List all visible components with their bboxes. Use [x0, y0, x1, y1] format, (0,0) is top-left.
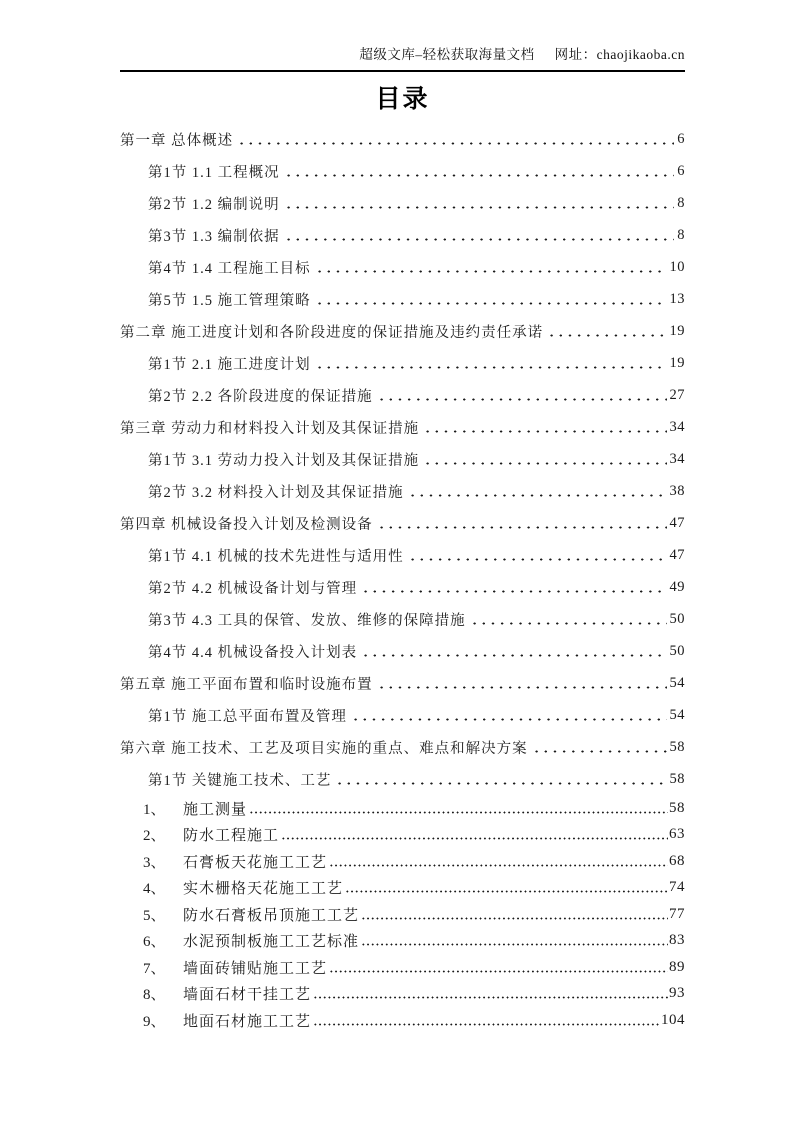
- toc-entry-page: 63: [669, 826, 685, 843]
- toc-entry-label: 第5节 1.5 施工管理策略: [148, 292, 311, 309]
- toc-entry-page: 34: [669, 418, 685, 435]
- toc-entry-page: 83: [669, 932, 685, 949]
- toc-entry-label: 第4节 1.4 工程施工目标: [148, 260, 311, 277]
- toc-leader-dots: [315, 292, 667, 307]
- toc-entry-page: 8: [677, 194, 685, 211]
- toc-entry-label: 防水工程施工: [183, 828, 280, 845]
- toc-entry: [120, 848, 685, 875]
- toc-entry-page: 38: [669, 482, 685, 499]
- toc-entry-label: 第2节 3.2 材料投入计划及其保证措施: [148, 484, 404, 501]
- toc-leader-dots: [345, 880, 668, 895]
- toc-entry-label: 施工测量: [183, 801, 248, 818]
- toc-entry-label: 第1节 2.1 施工进度计划: [148, 356, 311, 373]
- toc-leader-dots: [423, 420, 666, 435]
- toc-entry: [120, 571, 685, 603]
- toc-entry-label: 第1节 4.1 机械的技术先进性与适用性: [148, 548, 404, 565]
- toc-entry-page: 58: [669, 738, 685, 755]
- toc-leader-dots: [547, 324, 666, 339]
- toc-entry-page: 68: [669, 852, 685, 869]
- toc-entry-page: 93: [669, 985, 685, 1002]
- header-url-label: 网址：chaojikaoba.cn: [554, 47, 685, 62]
- toc-entry: [120, 219, 685, 251]
- toc-leader-dots: [361, 580, 666, 595]
- toc-entry: [120, 539, 685, 571]
- toc-entry: [120, 475, 685, 507]
- toc-entry: [120, 507, 685, 539]
- toc-entry: [120, 251, 685, 283]
- toc-entry-page: 74: [669, 879, 685, 896]
- toc-entry: [120, 731, 685, 763]
- toc-entry-page: 6: [677, 162, 685, 179]
- toc-entry-page: 10: [669, 258, 685, 275]
- toc-entry-number: 2、: [143, 828, 166, 845]
- toc-entry-number: 7、: [143, 960, 166, 977]
- toc-entry-page: 58: [669, 770, 685, 787]
- toc-entry: [120, 763, 685, 795]
- toc-leader-dots: [237, 132, 674, 147]
- toc-entry-page: 50: [669, 642, 685, 659]
- toc-entry-label: 第3节 1.3 编制依据: [148, 228, 280, 245]
- toc-entry-label: 第2节 1.2 编制说明: [148, 196, 280, 213]
- toc-leader-dots: [423, 452, 666, 467]
- toc-entry: [120, 699, 685, 731]
- toc-entry-page: 47: [669, 546, 685, 563]
- toc-entry: [120, 667, 685, 699]
- toc-entry-label: 第2节 2.2 各阶段进度的保证措施: [148, 388, 373, 405]
- toc-entry-label: 墙面石材干挂工艺: [183, 987, 312, 1004]
- toc-leader-dots: [284, 196, 675, 211]
- toc-entry: [120, 954, 685, 981]
- toc-entry-number: 8、: [143, 987, 166, 1004]
- toc-leader-dots: [377, 676, 667, 691]
- toc-entry: [120, 603, 685, 635]
- toc-entry-label: 水泥预制板施工工艺标准: [183, 934, 360, 951]
- toc-entry-page: 19: [669, 354, 685, 371]
- toc-entry-page: 104: [661, 1011, 685, 1028]
- toc-entry-label: 第一章 总体概述: [120, 132, 234, 149]
- toc-entry-label: 第三章 劳动力和材料投入计划及其保证措施: [120, 420, 420, 437]
- toc-leader-dots: [361, 907, 668, 922]
- toc-leader-dots: [361, 644, 666, 659]
- toc-entry-label: 地面石材施工工艺: [183, 1013, 312, 1030]
- toc-entry-label: 第3节 4.3 工具的保管、发放、维修的保障措施: [148, 612, 466, 629]
- toc-leader-dots: [470, 612, 667, 627]
- toc-leader-dots: [313, 1013, 660, 1028]
- toc-leader-dots: [532, 740, 667, 755]
- toc-leader-dots: [329, 960, 668, 975]
- toc-leader-dots: [361, 933, 668, 948]
- toc-entry-label: 第4节 4.4 机械设备投入计划表: [148, 644, 358, 661]
- toc-entry: [120, 928, 685, 955]
- toc-entry-number: 3、: [143, 854, 166, 871]
- toc-entry-page: 54: [669, 706, 685, 723]
- toc-entry-page: 77: [669, 905, 685, 922]
- toc-entry-label: 第1节 施工总平面布置及管理: [148, 708, 347, 725]
- toc-entry: [120, 379, 685, 411]
- toc-entry: [120, 347, 685, 379]
- toc-entry-label: 实木栅格天花施工工艺: [183, 881, 344, 898]
- toc-list: [120, 123, 685, 1034]
- toc-entry: [120, 1007, 685, 1034]
- toc-entry-label: 第四章 机械设备投入计划及检测设备: [120, 516, 373, 533]
- header-divider: [120, 70, 685, 72]
- toc-entry-label: 第1节 3.1 劳动力投入计划及其保证措施: [148, 452, 420, 469]
- toc-entry-label: 防水石膏板吊顶施工工艺: [183, 907, 360, 924]
- toc-leader-dots: [249, 801, 668, 816]
- toc-entry-label: 第五章 施工平面布置和临时设施布置: [120, 676, 373, 693]
- header-site-label: 超级文库–轻松获取海量文档: [359, 47, 535, 62]
- toc-entry-label: 第六章 施工技术、工艺及项目实施的重点、难点和解决方案: [120, 740, 528, 757]
- toc-leader-dots: [284, 164, 675, 179]
- toc-entry-number: 5、: [143, 907, 166, 924]
- toc-entry: [120, 795, 685, 822]
- toc-entry-page: 50: [669, 610, 685, 627]
- toc-entry: [120, 155, 685, 187]
- toc-entry: [120, 283, 685, 315]
- toc-entry-page: 19: [669, 322, 685, 339]
- toc-entry: [120, 187, 685, 219]
- toc-entry-page: 13: [669, 290, 685, 307]
- toc-entry-number: 4、: [143, 881, 166, 898]
- toc-leader-dots: [408, 484, 667, 499]
- toc-entry-page: 27: [669, 386, 685, 403]
- toc-entry: [120, 123, 685, 155]
- toc-leader-dots: [377, 388, 667, 403]
- toc-entry: [120, 822, 685, 849]
- toc-leader-dots: [281, 827, 668, 842]
- toc-entry-number: 6、: [143, 934, 166, 951]
- toc-entry-label: 第1节 1.1 工程概况: [148, 164, 280, 181]
- toc-entry-page: 58: [669, 799, 685, 816]
- toc-entry-number: 9、: [143, 1013, 166, 1030]
- page-header: [120, 46, 685, 64]
- toc-entry-page: 6: [677, 130, 685, 147]
- toc-leader-dots: [315, 356, 667, 371]
- toc-entry: [120, 875, 685, 902]
- toc-entry-label: 石膏板天花施工工艺: [183, 854, 328, 871]
- toc-entry-label: 第1节 关键施工技术、工艺: [148, 772, 332, 789]
- toc-leader-dots: [315, 260, 667, 275]
- toc-entry-label: 第2节 4.2 机械设备计划与管理: [148, 580, 358, 597]
- toc-leader-dots: [284, 228, 675, 243]
- toc-entry-page: 49: [669, 578, 685, 595]
- toc-entry-page: 54: [669, 674, 685, 691]
- toc-entry-label: 墙面砖铺贴施工工艺: [183, 960, 328, 977]
- toc-entry: [120, 411, 685, 443]
- toc-entry: [120, 443, 685, 475]
- toc-entry-page: 89: [669, 958, 685, 975]
- toc-leader-dots: [351, 708, 667, 723]
- toc-entry-page: 34: [669, 450, 685, 467]
- toc-leader-dots: [313, 986, 668, 1001]
- toc-entry-page: 47: [669, 514, 685, 531]
- toc-page-title: 目录: [375, 86, 430, 113]
- toc-entry-page: 8: [677, 226, 685, 243]
- toc-leader-dots: [329, 854, 668, 869]
- toc-entry: [120, 635, 685, 667]
- toc-entry: [120, 981, 685, 1008]
- toc-entry: [120, 315, 685, 347]
- toc-leader-dots: [335, 772, 666, 787]
- toc-entry-number: 1、: [143, 801, 166, 818]
- toc-entry: [120, 901, 685, 928]
- toc-leader-dots: [377, 516, 667, 531]
- toc-leader-dots: [408, 548, 667, 563]
- toc-entry-label: 第二章 施工进度计划和各阶段进度的保证措施及违约责任承诺: [120, 324, 544, 341]
